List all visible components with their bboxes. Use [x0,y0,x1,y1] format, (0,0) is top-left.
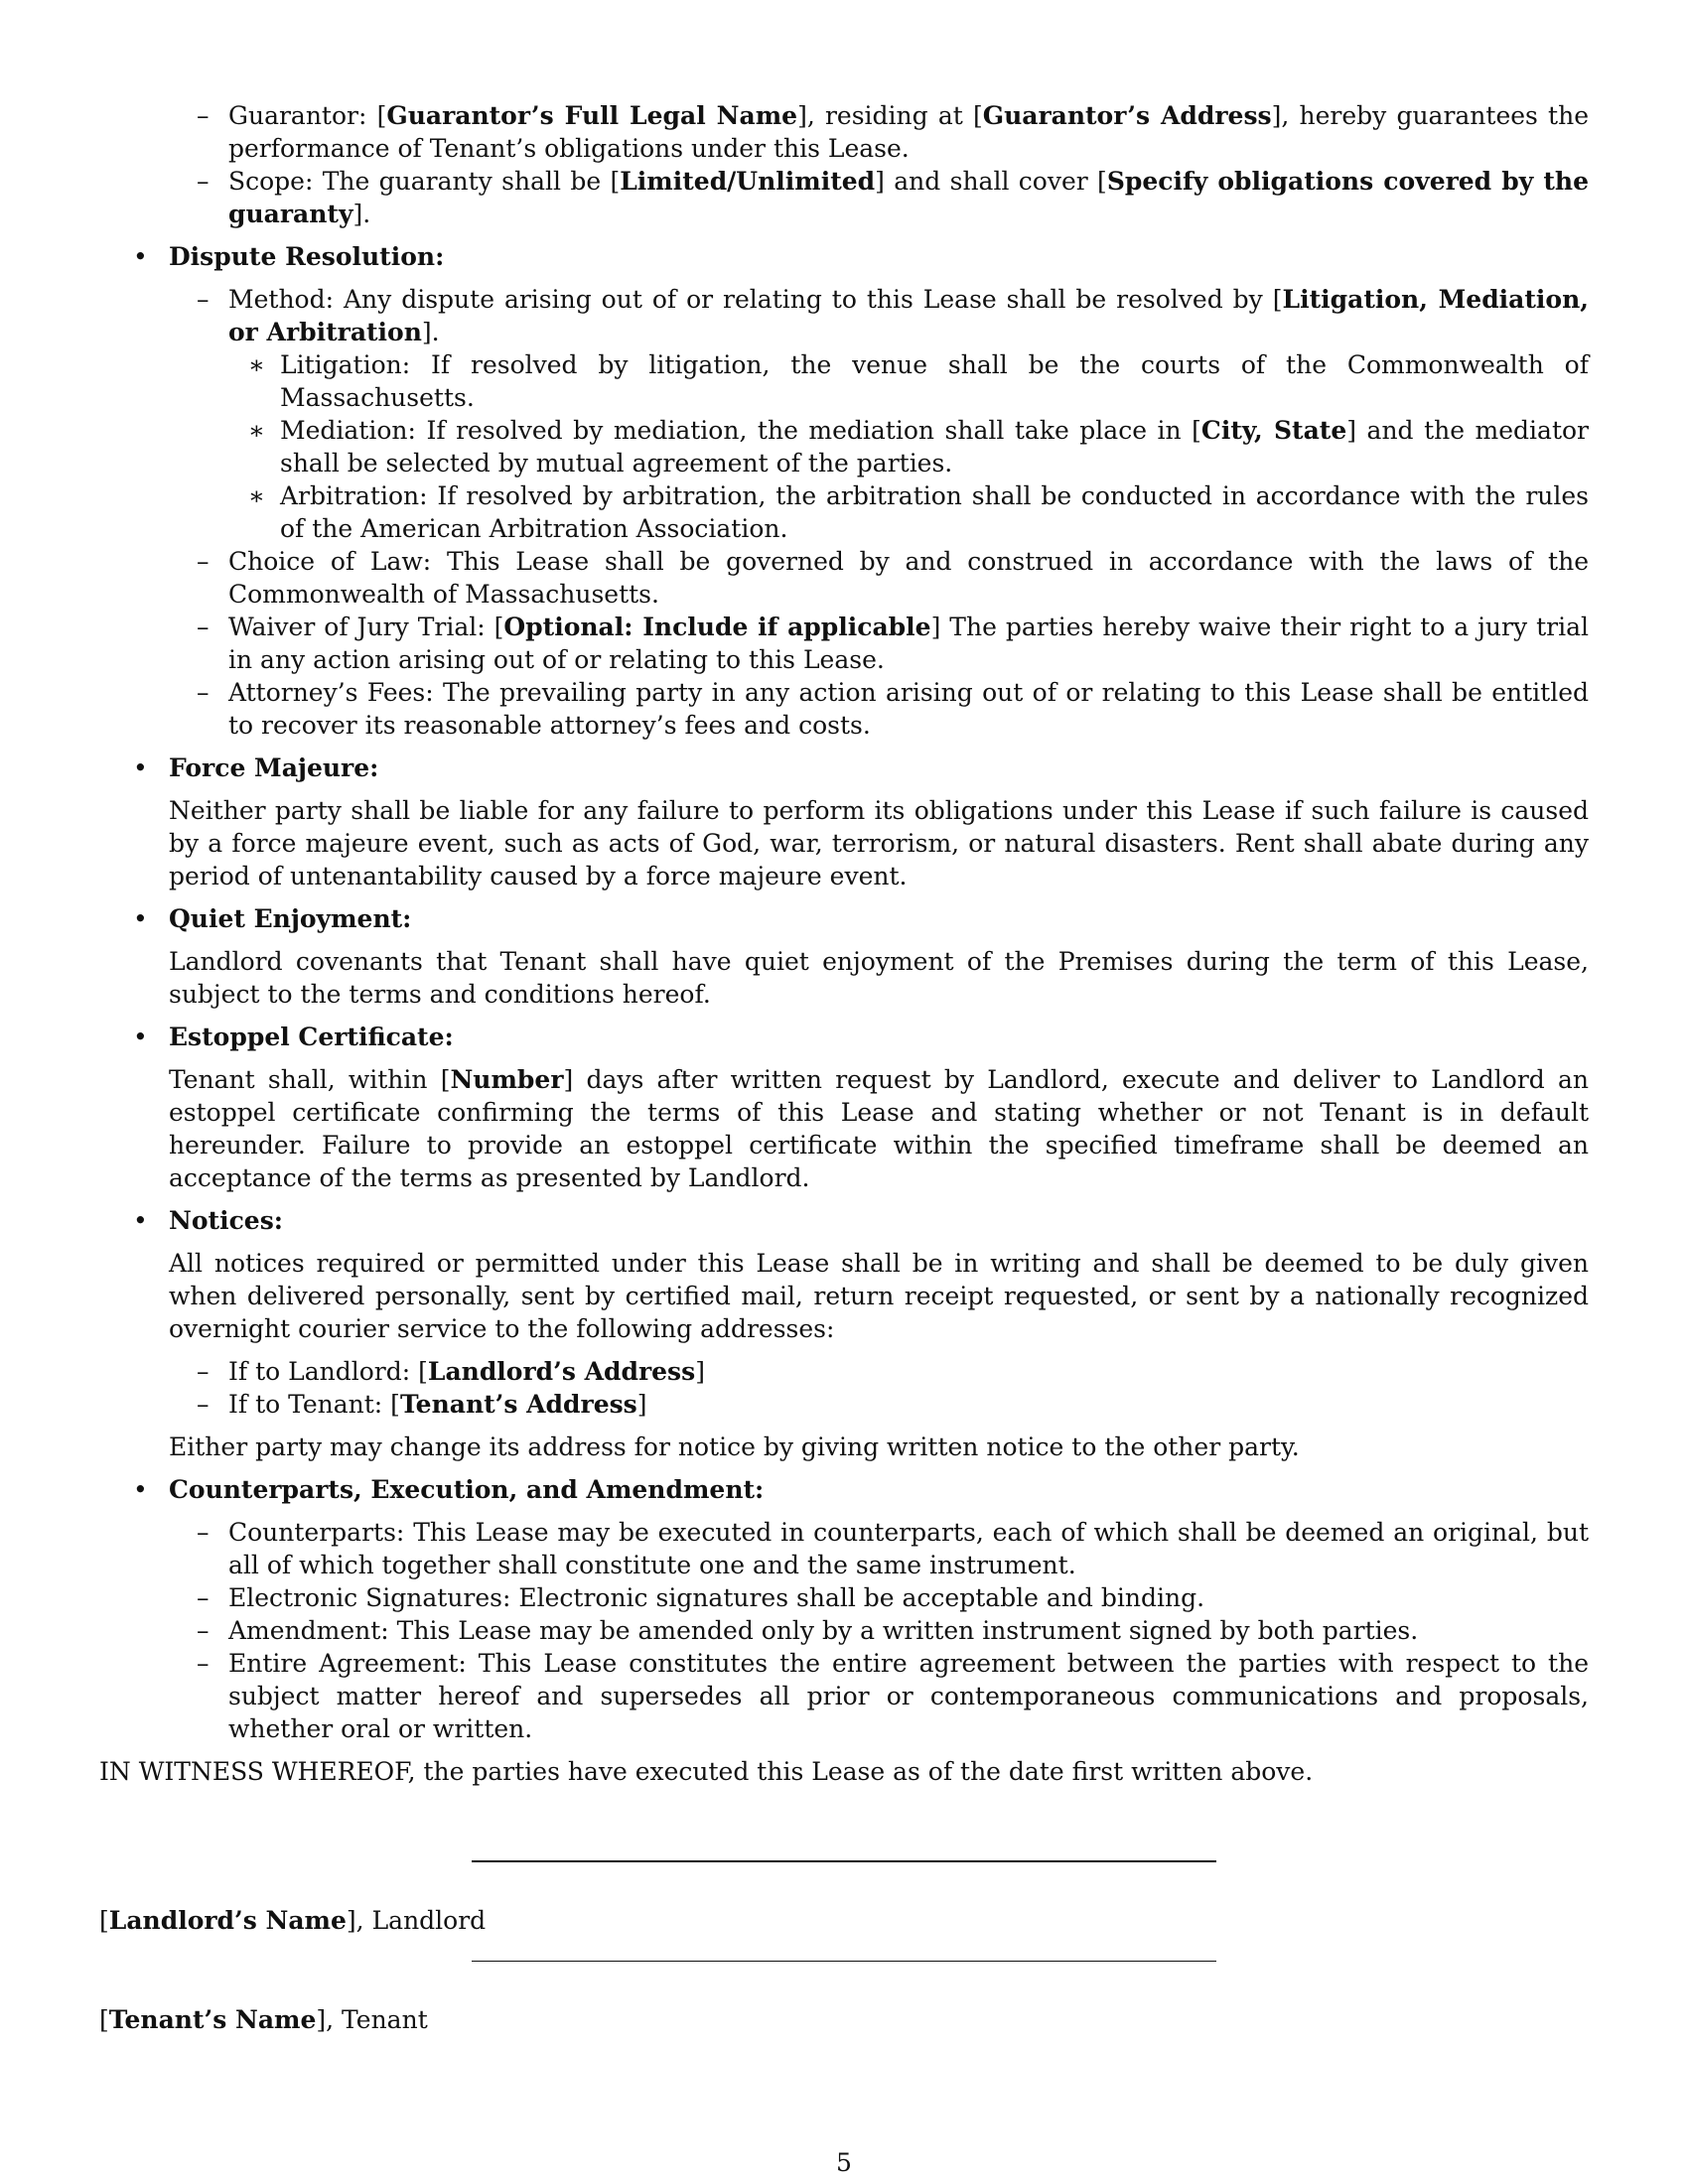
scope-item: – Scope: The guaranty shall be [Limited/Unlimited] and shall cover [Specify obligations covered by the guaranty]. [197,167,1589,228]
notices-text: All notices required or permitted under this Lease shall be in writing and shall be deemed to be duly given when delivered personally, sent by certified mail, return receipt requested, or sent by a nationally recognized overnight courier service to the following addresses: [169,1249,1589,1343]
amendment-item: – Amendment: This Lease may be amended only by a written instrument signed by both parties. [197,1616,1419,1645]
tenant-signature-name: [Tenant’s Name], Tenant [99,2005,428,2034]
counterparts-item: – Counterparts: This Lease may be executed in counterparts, each of which shall be deemed an original, but all of which together shall constitute one and the same instrument. [197,1518,1589,1579]
dispute-litigation-item: ∗ Litigation: If resolved by litigation, the venue shall be the courts of the Commonwealth of Massachusetts. [248,350,1589,412]
page-number: 5 [836,2148,852,2177]
notices-closing: Either party may change its address for notice by giving written notice to the other party. [169,1433,1300,1461]
entire-agreement-item: – Entire Agreement: This Lease constitutes the entire agreement between the parties with respect to the subject matter hereof and supersedes all prior or contemporaneous communications and proposals, whether oral or written. [197,1649,1589,1743]
section-estoppel: • Estoppel Certificate: [133,1023,454,1051]
estoppel-text: Tenant shall, within [Number] days after written request by Landlord, execute and deliver to Landlord an estoppel certificate confirming the terms of this Lease and stating whether or not Tenant is in default hereunder. Failure to provide an estoppel certificate within the specified timeframe shall be deemed an acceptance of the terms as presented by Landlord. [169,1065,1589,1192]
jury-waiver-item: – Waiver of Jury Trial: [Optional: Include if applicable] The parties hereby waive their right to a jury trial in any action arising out of or relating to this Lease. [197,613,1589,674]
tenant-signature-line [472,1961,1216,1962]
section-heading: Dispute Resolution: [169,242,445,271]
section-dispute-resolution [99,240,1589,273]
notice-landlord-address: – If to Landlord: [Landlord’s Address] [197,1357,705,1386]
section-quiet-enjoyment: • Quiet Enjoyment: [133,904,412,933]
document-page [99,99,1589,1788]
dispute-method-item: – Method: Any dispute arising out of or relating to this Lease shall be resolved by [Litigation, Mediation, or Arbitration]. [197,285,1589,346]
attorney-fees-item: – Attorney’s Fees: The prevailing party in any action arising out of or relating to this Lease shall be entitled to recover its reasonable attorney’s fees and costs. [197,678,1589,740]
force-majeure-text: Neither party shall be liable for any failure to perform its obligations under this Lease if such failure is caused by a force majeure event, such as acts of God, war, terrorism, or natural disasters. Rent shall abate during any period of untenantability caused by a force majeure event. [169,796,1589,890]
witness-statement: IN WITNESS WHEREOF, the parties have executed this Lease as of the date first written above. [99,1757,1314,1786]
section-heading: Force Majeure: [169,753,379,782]
section-heading: Quiet Enjoyment: [169,904,412,933]
bullet-marker: • [133,242,148,271]
landlord-signature-name: [Landlord’s Name], Landlord [99,1906,487,1935]
dispute-arbitration-item: ∗ Arbitration: If resolved by arbitration, the arbitration shall be conducted in accordance with the rules of the American Arbitration Association. [248,481,1589,543]
guarantor-item: – Guarantor: [Guarantor’s Full Legal Name], residing at [Guarantor’s Address], hereby guarantees the performance of Tenant’s obligations under this Lease. [197,101,1589,163]
choice-of-law-item: – Choice of Law: This Lease shall be governed by and construed in accordance with the laws of the Commonwealth of Massachusetts. [197,547,1589,609]
signature-block [99,1856,1589,2055]
electronic-signatures-item: – Electronic Signatures: Electronic signatures shall be acceptable and binding. [197,1583,1205,1612]
dash-marker: – [197,101,210,130]
dispute-mediation-item: ∗ Mediation: If resolved by mediation, the mediation shall take place in [City, State] and the mediator shall be selected by mutual agreement of the parties. [248,416,1589,478]
landlord-signature-line [472,1860,1216,1862]
section-force-majeure: • Force Majeure: [133,753,379,782]
quiet-enjoyment-text: Landlord covenants that Tenant shall have quiet enjoyment of the Premises during the term of this Lease, subject to the terms and conditions hereof. [169,947,1589,1009]
section-heading: Estoppel Certificate: [169,1023,454,1051]
section-heading: Notices: [169,1206,284,1235]
section-counterparts: • Counterparts, Execution, and Amendment: [133,1475,765,1504]
section-notices: • Notices: [133,1206,284,1235]
dash-marker: – [197,167,210,196]
section-heading: Counterparts, Execution, and Amendment: [169,1475,765,1504]
notice-tenant-address: – If to Tenant: [Tenant’s Address] [197,1390,647,1419]
